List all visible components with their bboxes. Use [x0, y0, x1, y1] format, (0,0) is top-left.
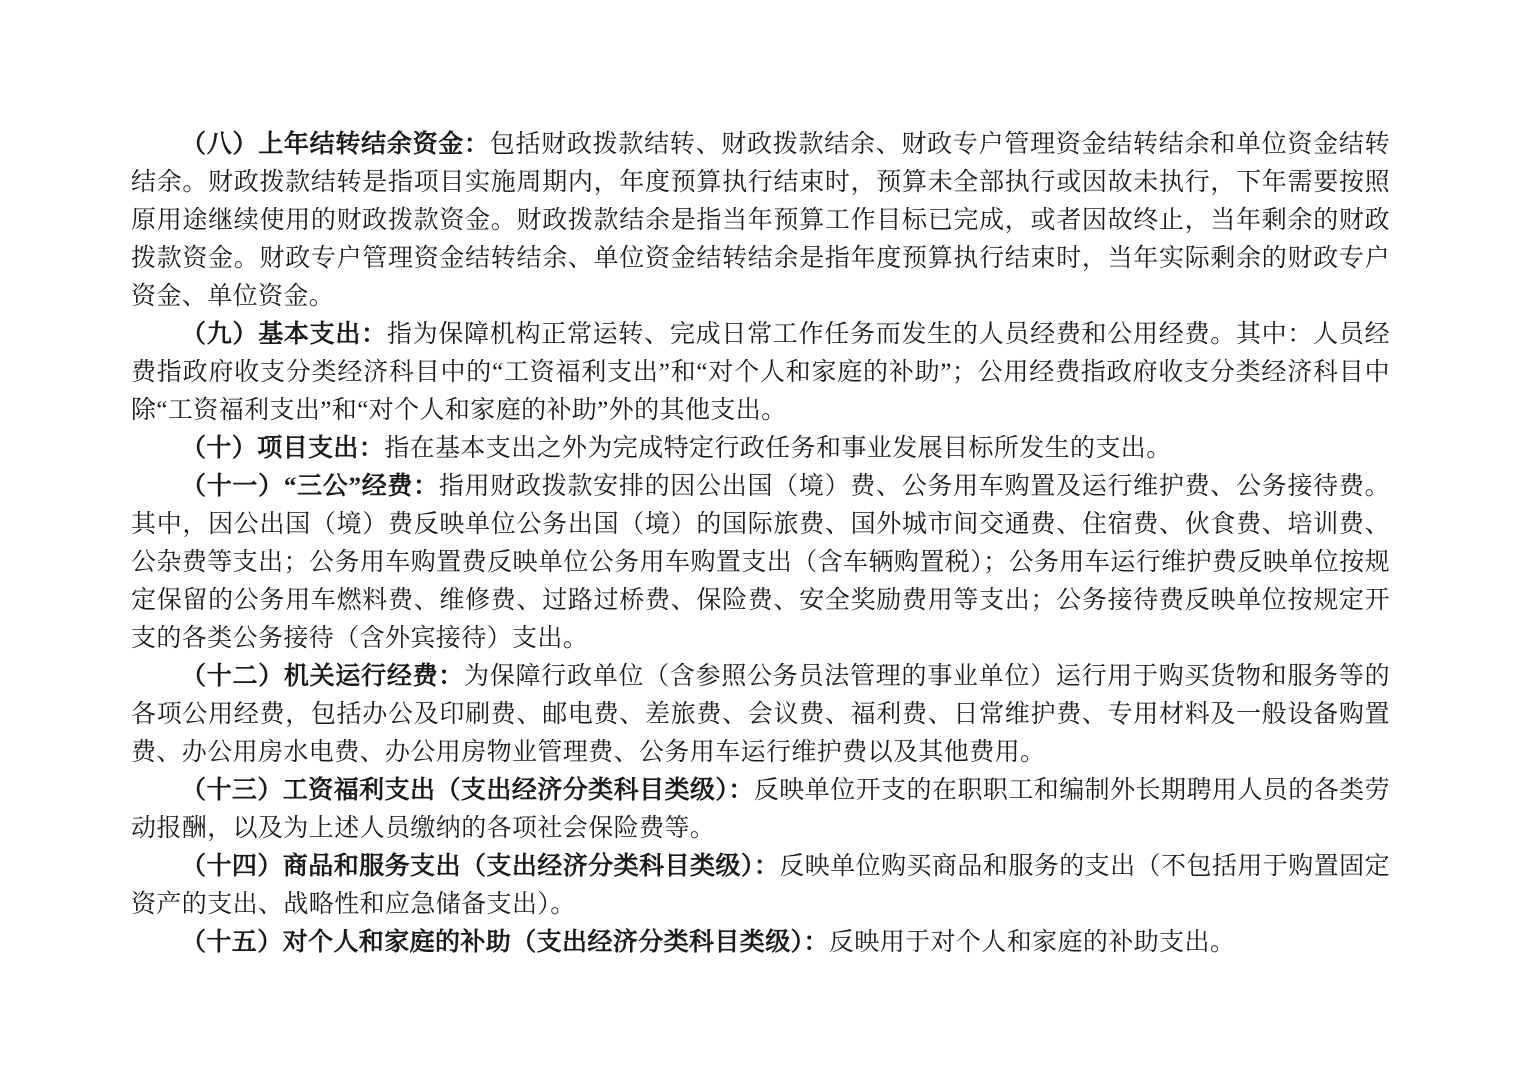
paragraph-14-goods-services-expenditure — [131, 848, 1390, 924]
paragraph-heading: （十一）“三公”经费： — [181, 473, 439, 500]
paragraph-heading: （八）上年结转结余资金： — [181, 131, 490, 158]
paragraph-8-carryover-funds — [131, 126, 1390, 316]
paragraph-heading: （十）项目支出： — [181, 435, 385, 462]
paragraph-12-agency-operating-funds — [131, 658, 1390, 772]
paragraph-text: 指用财政拨款安排的因公出国（境）费、公务用车购置及运行维护费、公务接待费。其中，因公出国（境）费反映单位公务出国（境）的国际旅费、国外城市间交通费、住宿费、伙食费、培训费、公杂费等支出；公务用车购置费反映单位公务用车购置支出（含车辆购置税）；公务用车运行维护费反映单位按规定保留的公务用车燃料费、维修费、过路过桥费、保险费、安全奖励费用等支出；公务接待费反映单位按规定开支的各类公务接待（含外宾接待）支出。 — [131, 473, 1391, 652]
paragraph-heading: （十五）对个人和家庭的补助（支出经济分类科目类级）： — [181, 929, 829, 956]
paragraph-heading: （十三）工资福利支出（支出经济分类科目类级）： — [181, 777, 754, 804]
paragraph-heading: （十二）机关运行经费： — [181, 663, 465, 690]
paragraph-text: 反映单位购买商品和服务的支出（不包括用于购置固定资产的支出、战略性和应急储备支出）。 — [131, 853, 1390, 918]
paragraph-15-subsidies-individuals-families — [131, 924, 1390, 962]
paragraph-text: 反映用于对个人和家庭的补助支出。 — [828, 929, 1236, 956]
paragraph-11-three-public-funds — [131, 468, 1390, 658]
paragraph-text: 包括财政拨款结转、财政拨款结余、财政专户管理资金结转结余和单位资金结转结余。财政拨款结转是指项目实施周期内，年度预算执行结束时，预算未全部执行或因故未执行，下年需要按照原用途继续使用的财政拨款资金。财政拨款结余是指当年预算工作目标已完成，或者因故终止，当年剩余的财政拨款资金。财政专户管理资金结转结余、单位资金结转结余是指年度预算执行结束时，当年实际剩余的财政专户资金、单位资金。 — [131, 131, 1390, 310]
paragraph-text: 指为保障机构正常运转、完成日常工作任务而发生的人员经费和公用经费。其中：人员经费指政府收支分类经济科目中的“工资福利支出”和“对个人和家庭的补助”；公用经费指政府收支分类经济科目中除“工资福利支出”和“对个人和家庭的补助”外的其他支出。 — [131, 321, 1390, 424]
paragraph-text: 为保障行政单位（含参照公务员法管理的事业单位）运行用于购买货物和服务等的各项公用经费，包括办公及印刷费、邮电费、差旅费、会议费、福利费、日常维护费、专用材料及一般设备购置费、办公用房水电费、办公用房物业管理费、公务用车运行维护费以及其他费用。 — [131, 663, 1391, 766]
paragraph-heading: （九）基本支出： — [181, 321, 387, 348]
paragraph-13-wage-welfare-expenditure — [131, 772, 1390, 848]
paragraph-10-project-expenditure — [131, 430, 1390, 468]
paragraph-heading: （十四）商品和服务支出（支出经济分类科目类级）： — [181, 853, 780, 880]
paragraph-text: 反映单位开支的在职职工和编制外长期聘用人员的各类劳动报酬，以及为上述人员缴纳的各项社会保险费等。 — [131, 777, 1390, 842]
paragraph-text: 指在基本支出之外为完成特定行政任务和事业发展目标所发生的支出。 — [384, 435, 1172, 462]
paragraph-9-basic-expenditure — [131, 316, 1390, 430]
